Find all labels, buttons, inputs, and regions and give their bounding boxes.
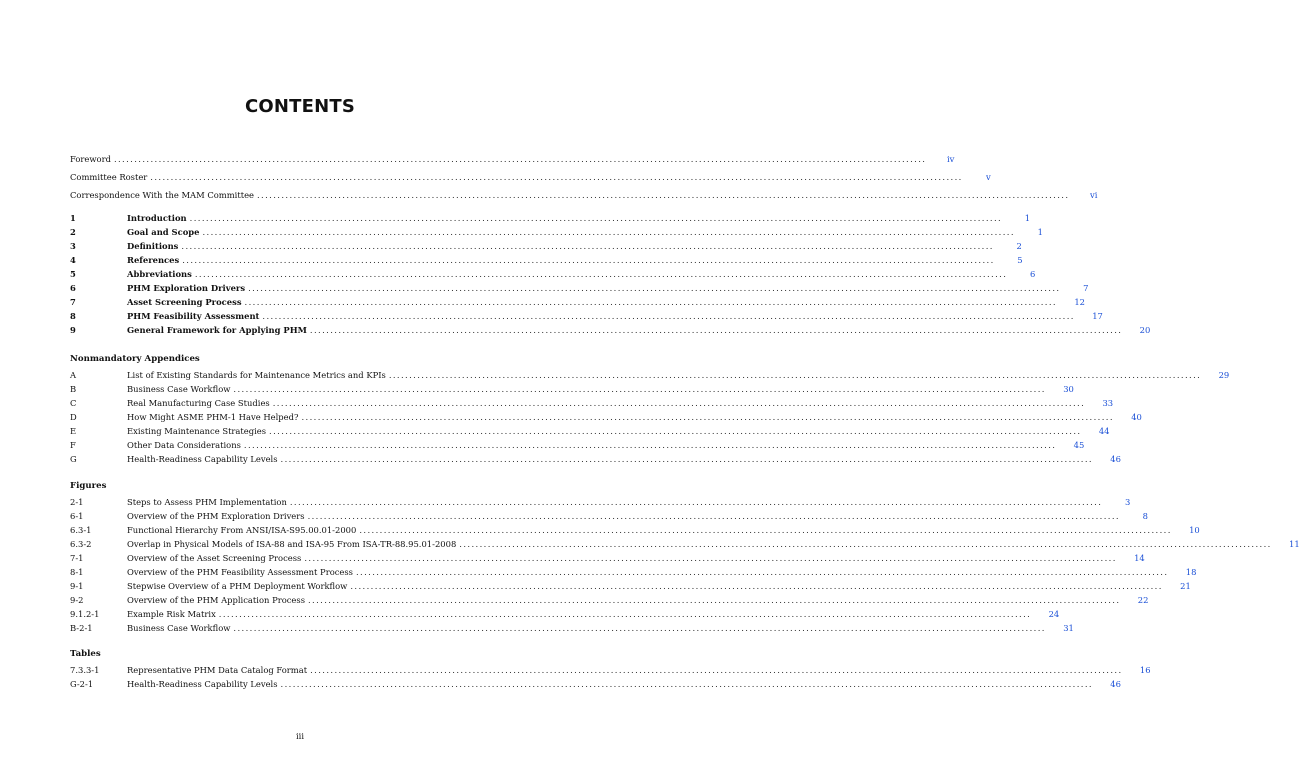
toc-entry[interactable] <box>70 593 1149 607</box>
toc-entry-number: 7-1 <box>70 553 84 563</box>
dot-leader: ........................................................................................................................................................................................................ <box>218 609 1032 619</box>
toc-entry-number: 9-2 <box>70 595 84 605</box>
toc-entry-number: 8 <box>70 311 76 321</box>
toc-entry[interactable] <box>70 410 1142 424</box>
toc-entry-title: Introduction <box>127 213 187 223</box>
toc-page-link[interactable]: 3 <box>1124 497 1131 507</box>
toc-entry[interactable] <box>70 211 1031 225</box>
appendices-list <box>70 352 1230 466</box>
toc-entry-number: B-2-1 <box>70 623 93 633</box>
dot-leader: ........................................................................................................................................................................................................ <box>280 454 1093 464</box>
toc-entry-number: 3 <box>70 241 76 251</box>
dot-leader: ........................................................................................................................................................................................................ <box>181 241 994 251</box>
toc-entry-number: G <box>70 454 77 464</box>
toc-entry-title: PHM Feasibility Assessment <box>127 311 260 321</box>
toc-entry-title: Existing Maintenance Strategies <box>127 426 267 436</box>
toc-entry[interactable] <box>70 537 1300 551</box>
toc-page-link[interactable]: 46 <box>1110 454 1121 464</box>
dot-leader: ........................................................................................................................................................................................................ <box>244 297 1057 307</box>
dot-leader: ........................................................................................................................................................................................................ <box>243 440 1057 450</box>
dot-leader: ........................................................................................................................................................................................................ <box>289 497 1103 507</box>
toc-page-link[interactable]: iv <box>946 154 955 164</box>
toc-entry[interactable] <box>70 565 1197 579</box>
dot-leader: ........................................................................................................................................................................................................ <box>280 679 1093 689</box>
dot-leader: ........................................................................................................................................................................................................ <box>189 213 1003 223</box>
toc-entry-title: Representative PHM Data Catalog Format <box>127 665 308 675</box>
toc-entry-title: General Framework for Applying PHM <box>127 325 307 335</box>
toc-entry-number: 9 <box>70 325 76 335</box>
toc-page-link[interactable]: 2 <box>1016 241 1022 251</box>
dot-leader: ........................................................................................................................................................................................................ <box>269 426 1082 436</box>
toc-entry-number: 6.3-1 <box>70 525 92 535</box>
toc-page-link[interactable]: vi <box>1090 190 1098 200</box>
dot-leader: ........................................................................................................................................................................................................ <box>459 539 1272 549</box>
toc-entry[interactable] <box>70 438 1085 452</box>
dot-leader: ........................................................................................................................................................................................................ <box>113 154 927 164</box>
toc-entry-number: 5 <box>70 269 76 279</box>
tables-heading: Tables <box>70 649 101 659</box>
dot-leader: ........................................................................................................................................................................................................ <box>301 412 1114 422</box>
toc-entry-title: Overview of the Asset Screening Process <box>127 553 302 563</box>
figures-heading: Figures <box>70 481 107 491</box>
dot-leader: ........................................................................................................................................................................................................ <box>308 595 1121 605</box>
toc-entry-title: PHM Exploration Drivers <box>127 283 246 293</box>
dot-leader: ........................................................................................................................................................................................................ <box>150 172 963 182</box>
toc-page-link[interactable]: 1 <box>1024 213 1031 223</box>
dot-leader: ........................................................................................................................................................................................................ <box>310 665 1123 675</box>
toc-page-link[interactable]: 10 <box>1189 525 1200 535</box>
toc-entry-title: Stepwise Overview of a PHM Deployment Workflow <box>127 581 348 591</box>
toc-entry-number: F <box>70 440 76 450</box>
toc-entry-title: Overlap in Physical Models of ISA-88 and ISA-95 From ISA-TR-88.95.01-2008 <box>127 539 457 549</box>
toc-page-link[interactable]: 12 <box>1074 297 1085 307</box>
toc-page-link[interactable]: 44 <box>1098 426 1110 436</box>
toc-entry[interactable] <box>70 621 1074 635</box>
toc-entry[interactable] <box>70 579 1191 593</box>
toc-entry[interactable] <box>70 396 1114 410</box>
toc-page-link[interactable]: v <box>986 172 991 182</box>
toc-entry-title: Business Case Workflow <box>127 623 231 633</box>
toc-page-link[interactable]: 21 <box>1180 581 1191 591</box>
toc-entry-number: 6-1 <box>70 511 84 521</box>
toc-entry-title: Business Case Workflow <box>127 384 231 394</box>
toc-entry-title: Overview of the PHM Exploration Drivers <box>127 511 305 521</box>
toc-entry-correspondence[interactable] <box>70 188 1098 202</box>
toc-entry-number: 7 <box>70 297 76 307</box>
toc-entry-title: Health-Readiness Capability Levels <box>127 679 278 689</box>
figures-list <box>70 479 1300 635</box>
toc-page-link[interactable]: 18 <box>1185 567 1197 577</box>
dot-leader: ........................................................................................................................................................................................................ <box>359 525 1172 535</box>
toc-entry-title: Overview of the PHM Application Process <box>127 595 305 605</box>
toc-page-link[interactable]: 22 <box>1137 595 1149 605</box>
toc-entry[interactable] <box>70 239 1022 253</box>
toc-entry-title: References <box>127 255 180 265</box>
page-number: iii <box>295 731 305 741</box>
appendices-heading: Nonmandatory Appendices <box>70 354 200 364</box>
toc-entry-title: Definitions <box>127 241 179 251</box>
toc-entry-foreword[interactable] <box>70 152 955 166</box>
toc-entry-number: 1 <box>70 213 76 223</box>
dot-leader: ........................................................................................................................................................................................................ <box>194 269 1008 279</box>
toc-entry-title: Functional Hierarchy From ANSI/ISA-S95.00.01-2000 <box>127 525 357 535</box>
toc-entry-number: 6.3-2 <box>70 539 92 549</box>
toc-page-link[interactable]: 33 <box>1102 398 1114 408</box>
toc-entry[interactable] <box>70 509 1148 523</box>
toc-entry-committee-roster[interactable] <box>70 170 991 184</box>
toc-entry-title: Goal and Scope <box>127 227 200 237</box>
toc-entry[interactable] <box>70 551 1145 565</box>
toc-page-link[interactable]: 30 <box>1063 384 1074 394</box>
tables-list <box>70 647 1151 691</box>
toc-page-link[interactable]: 46 <box>1110 679 1121 689</box>
toc-page-link[interactable]: 17 <box>1092 311 1103 321</box>
toc-page-link[interactable]: 8 <box>1142 511 1148 521</box>
dot-leader: ........................................................................................................................................................................................................ <box>309 325 1123 335</box>
toc-page-link[interactable]: 31 <box>1063 623 1074 633</box>
toc-entry-number: 2 <box>70 227 76 237</box>
toc-entry[interactable] <box>70 677 1121 691</box>
toc-entry-number: E <box>70 426 77 436</box>
dot-leader: ........................................................................................................................................................................................................ <box>182 255 995 265</box>
toc-entry-number: 2-1 <box>70 497 84 507</box>
front-matter-list <box>70 152 1098 202</box>
dot-leader: ........................................................................................................................................................................................................ <box>233 384 1046 394</box>
dot-leader: ........................................................................................................................................................................................................ <box>262 311 1075 321</box>
toc-entry[interactable] <box>70 424 1110 438</box>
toc-entry[interactable] <box>70 267 1036 281</box>
dot-leader: ........................................................................................................................................................................................................ <box>202 227 1015 237</box>
toc-page-link[interactable]: 14 <box>1134 553 1145 563</box>
toc-entry-title: Committee Roster <box>70 172 148 182</box>
dot-leader: ........................................................................................................................................................................................................ <box>248 283 1061 293</box>
toc-entry-number: C <box>70 398 77 408</box>
toc-entry-number: G-2-1 <box>70 679 94 689</box>
sections-list <box>70 211 1151 337</box>
toc-entry[interactable] <box>70 323 1151 337</box>
toc-entry-number: 9.1.2-1 <box>70 609 100 619</box>
dot-leader: ........................................................................................................................................................................................................ <box>307 511 1120 521</box>
toc-entry-title: Asset Screening Process <box>127 297 242 307</box>
toc-page-link[interactable]: 5 <box>1017 255 1023 265</box>
toc-entry-title: Correspondence With the MAM Committee <box>70 190 254 200</box>
toc-entry-title: Example Risk Matrix <box>127 609 216 619</box>
dot-leader: ........................................................................................................................................................................................................ <box>256 190 1070 200</box>
toc-entry-number: 7.3.3-1 <box>70 665 100 675</box>
toc-page-link[interactable]: 1 <box>1037 227 1043 237</box>
dot-leader: ........................................................................................................................................................................................................ <box>272 398 1086 408</box>
toc-page-link[interactable]: 7 <box>1083 283 1089 293</box>
toc-entry[interactable] <box>70 309 1103 323</box>
toc-entry-title: Overview of the PHM Feasibility Assessment Process <box>127 567 353 577</box>
toc-page-link[interactable]: 24 <box>1048 609 1060 619</box>
toc-entry-number: A <box>70 370 77 380</box>
toc-page-link[interactable]: 16 <box>1139 665 1151 675</box>
toc-entry-title: Foreword <box>70 154 111 164</box>
toc-page-link[interactable]: 45 <box>1073 440 1085 450</box>
page-title: CONTENTS <box>244 96 356 117</box>
toc-entry-number: B <box>70 384 77 394</box>
toc-entry-title: List of Existing Standards for Maintenance Metrics and KPIs <box>127 370 386 380</box>
toc-entry[interactable] <box>70 495 1131 509</box>
toc-entry[interactable] <box>70 523 1200 537</box>
toc-entry[interactable] <box>70 295 1085 309</box>
toc-entry[interactable] <box>70 281 1089 295</box>
toc-entry[interactable] <box>70 663 1151 677</box>
toc-page-link[interactable]: 20 <box>1139 325 1151 335</box>
dot-leader: ........................................................................................................................................................................................................ <box>388 370 1202 380</box>
toc-entry-title: Steps to Assess PHM Implementation <box>127 497 287 507</box>
toc-entry-title: Real Manufacturing Case Studies <box>127 398 270 408</box>
dot-leader: ........................................................................................................................................................................................................ <box>304 553 1117 563</box>
toc-entry[interactable] <box>70 382 1074 396</box>
toc-entry-title: Abbreviations <box>127 269 192 279</box>
toc-page-link[interactable]: 11 <box>1289 539 1300 549</box>
toc-entry-number: D <box>70 412 77 422</box>
toc-page-link[interactable]: 6 <box>1029 269 1036 279</box>
dot-leader: ........................................................................................................................................................................................................ <box>350 581 1163 591</box>
toc-entry-title: Health-Readiness Capability Levels <box>127 454 278 464</box>
toc-entry-number: 8-1 <box>70 567 84 577</box>
dot-leader: ........................................................................................................................................................................................................ <box>233 623 1046 633</box>
toc-entry[interactable] <box>70 452 1121 466</box>
toc-entry-title: How Might ASME PHM-1 Have Helped? <box>127 412 299 422</box>
toc-entry-title: Other Data Considerations <box>127 440 241 450</box>
dot-leader: ........................................................................................................................................................................................................ <box>356 567 1169 577</box>
toc-entry-number: 9-1 <box>70 581 84 591</box>
toc-entry[interactable] <box>70 368 1230 382</box>
toc-entry[interactable] <box>70 225 1043 239</box>
toc-entry-number: 4 <box>70 255 76 265</box>
toc-page-link[interactable]: 29 <box>1218 370 1230 380</box>
toc-page-link[interactable]: 40 <box>1131 412 1142 422</box>
toc-entry[interactable] <box>70 253 1023 267</box>
toc-entry-number: 6 <box>70 283 76 293</box>
toc-entry[interactable] <box>70 607 1060 621</box>
